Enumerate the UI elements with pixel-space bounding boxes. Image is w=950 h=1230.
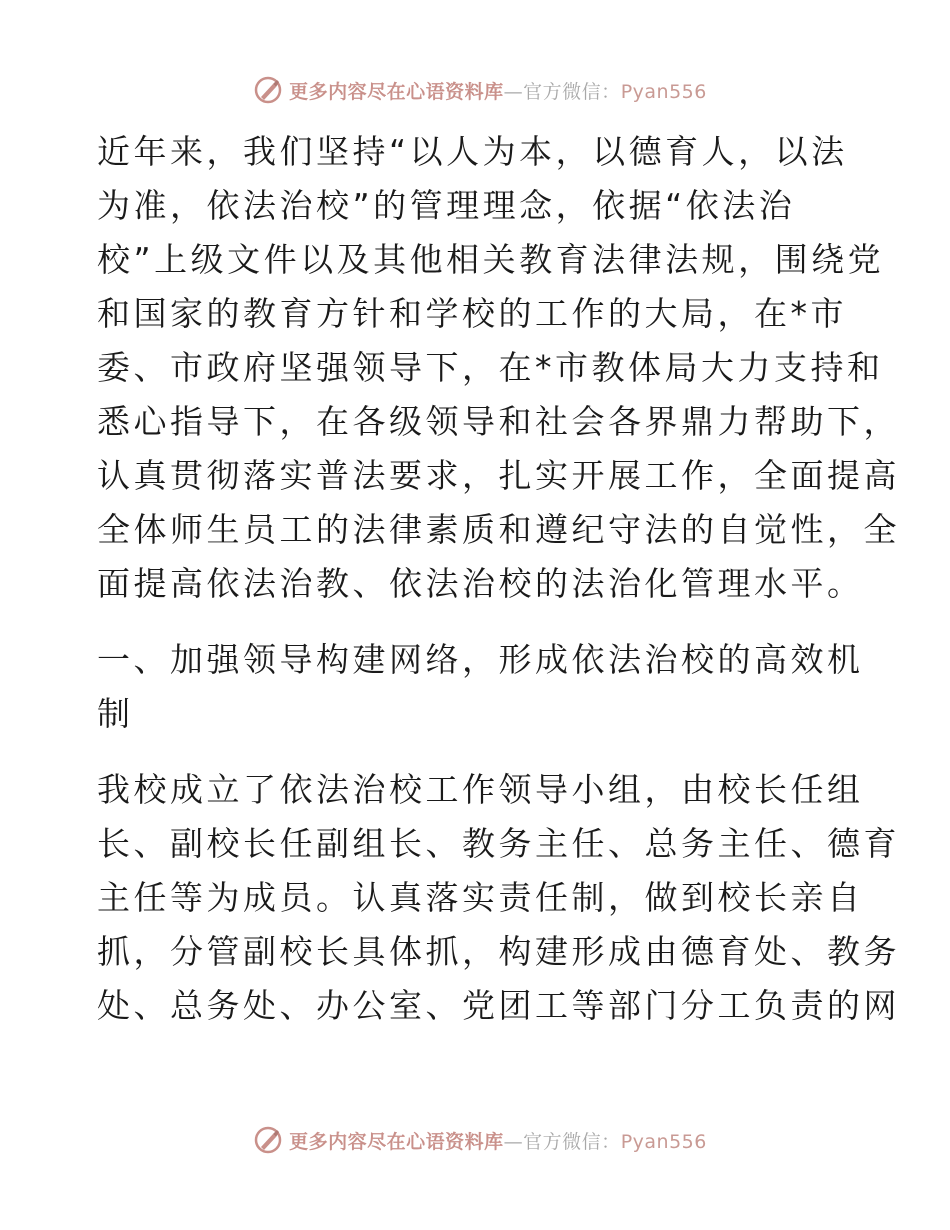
watermark-text xyxy=(289,77,707,104)
text-line: 校”上级文件以及其他相关教育法律法规，围绕党 xyxy=(97,240,885,279)
pen-logo-icon xyxy=(253,1125,283,1155)
heading-line: 制 xyxy=(97,694,134,733)
text-line: 悉心指导下，在各级领导和社会各界鼎力帮助下， xyxy=(97,402,900,441)
text-line: 委、市政府坚强领导下，在*市教体局大力支持和 xyxy=(97,348,884,387)
watermark-wechat-id: Pyan556 xyxy=(620,1130,707,1153)
watermark-wechat-label: 官方微信： xyxy=(523,80,621,103)
text-line: 全体师生员工的法律素质和遵纪守法的自觉性，全 xyxy=(97,510,900,549)
paragraph-intro xyxy=(97,125,900,611)
document-body xyxy=(97,125,900,1033)
heading-line: 一、加强领导构建网络，形成依法治校的高效机 xyxy=(97,640,864,679)
pen-logo-icon xyxy=(253,75,283,105)
watermark-dash: — xyxy=(503,80,524,103)
text-line: 和国家的教育方针和学校的工作的大局，在*市 xyxy=(97,294,847,333)
section-heading xyxy=(97,633,864,741)
watermark-wechat-label: 官方微信： xyxy=(523,1130,621,1153)
paragraph-body xyxy=(97,763,900,1033)
text-line: 处、总务处、办公室、党团工等部门分工负责的网 xyxy=(97,986,900,1025)
text-line: 为准，依法治校”的管理理念，依据“依法治 xyxy=(97,186,796,225)
text-line: 我校成立了依法治校工作领导小组，由校长任组 xyxy=(97,770,864,809)
watermark-wechat-id: Pyan556 xyxy=(620,80,707,103)
text-line: 长、副校长任副组长、教务主任、总务主任、德育 xyxy=(97,824,900,863)
text-line: 抓，分管副校长具体抓，构建形成由德育处、教务 xyxy=(97,932,900,971)
text-line: 主任等为成员。认真落实责任制，做到校长亲自 xyxy=(97,878,864,917)
text-line: 面提高依法治教、依法治校的法治化管理水平。 xyxy=(97,564,864,603)
watermark-brand: 更多内容尽在心语资料库 xyxy=(289,1130,504,1153)
watermark-brand: 更多内容尽在心语资料库 xyxy=(289,80,504,103)
watermark-dash: — xyxy=(503,1130,524,1153)
text-line: 近年来，我们坚持“以人为本，以德育人，以法 xyxy=(97,132,848,171)
footer-watermark xyxy=(0,1120,950,1160)
watermark-text xyxy=(289,1127,707,1154)
text-line: 认真贯彻落实普法要求，扎实开展工作，全面提高 xyxy=(97,456,900,495)
header-watermark xyxy=(0,70,950,110)
